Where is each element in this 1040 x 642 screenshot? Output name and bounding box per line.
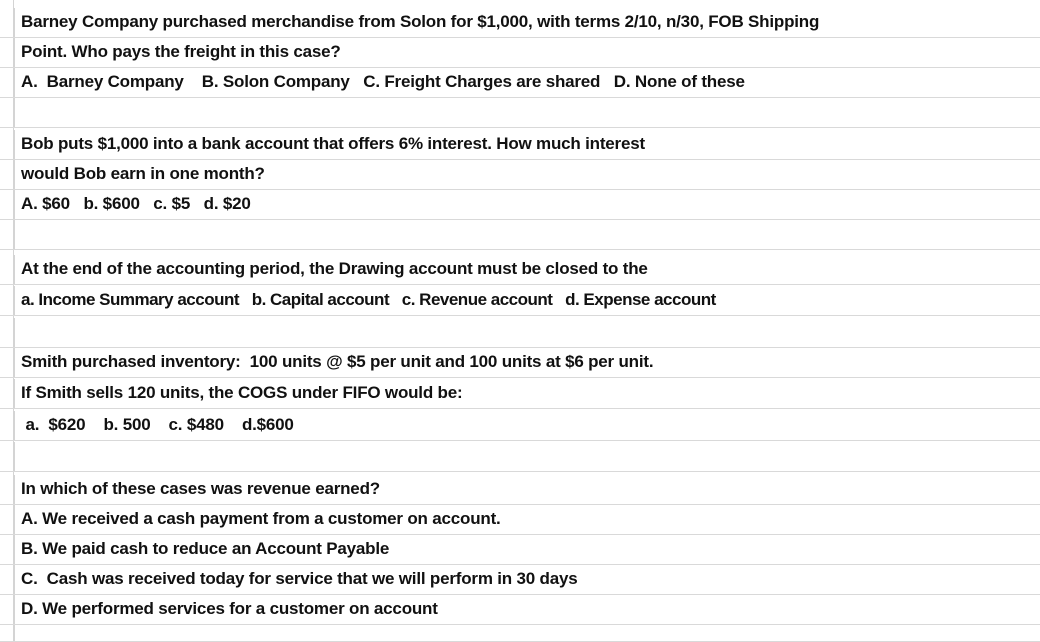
sheet-row[interactable]	[0, 286, 1040, 316]
cell-text: If Smith sells 120 units, the COGS under FIFO would be:	[21, 383, 463, 402]
sheet-row[interactable]	[0, 505, 1040, 535]
cell[interactable]	[14, 68, 1040, 97]
cell-text: a. Income Summary account b. Capital account c. Revenue account d. Expense account	[21, 290, 716, 309]
sheet-row[interactable]	[0, 379, 1040, 409]
cell[interactable]	[14, 411, 1040, 440]
sheet-row[interactable]	[0, 318, 1040, 348]
sheet-row[interactable]	[0, 220, 1040, 250]
sheet-row[interactable]	[0, 8, 1040, 38]
cell-text: In which of these cases was revenue earned?	[21, 479, 380, 498]
cell-text: would Bob earn in one month?	[21, 164, 265, 183]
sheet-row[interactable]	[0, 160, 1040, 190]
cell-text: a. $620 b. 500 c. $480 d.$600	[21, 415, 294, 434]
sheet-row[interactable]	[0, 535, 1040, 565]
cell-text: At the end of the accounting period, the Drawing account must be closed to the	[21, 259, 648, 278]
cell[interactable]	[14, 220, 1040, 249]
sheet-row[interactable]	[0, 38, 1040, 68]
cell-text: C. Cash was received today for service that we will perform in 30 days	[21, 569, 578, 588]
cell[interactable]	[14, 255, 1040, 284]
cell[interactable]	[14, 565, 1040, 594]
cell[interactable]	[14, 318, 1040, 347]
sheet-row[interactable]	[0, 348, 1040, 378]
cell[interactable]	[14, 286, 1040, 315]
sheet-row[interactable]	[0, 255, 1040, 285]
sheet-row[interactable]	[0, 411, 1040, 441]
sheet-row[interactable]	[0, 130, 1040, 160]
sheet-row[interactable]	[0, 565, 1040, 595]
cell[interactable]	[14, 625, 1040, 641]
cell-text: B. We paid cash to reduce an Account Payable	[21, 539, 390, 558]
cell-text: Bob puts $1,000 into a bank account that offers 6% interest. How much interest	[21, 134, 645, 153]
cell[interactable]	[14, 595, 1040, 624]
cell[interactable]	[14, 442, 1040, 471]
sheet-row[interactable]	[0, 190, 1040, 220]
cell[interactable]	[14, 348, 1040, 377]
cell[interactable]	[14, 160, 1040, 189]
cell-text: A. Barney Company B. Solon Company C. Freight Charges are shared D. None of these	[21, 72, 745, 91]
cell[interactable]	[14, 38, 1040, 67]
cell[interactable]	[14, 190, 1040, 219]
cell[interactable]	[14, 98, 1040, 127]
cell[interactable]	[14, 505, 1040, 534]
cell[interactable]	[14, 130, 1040, 159]
cell-text: D. We performed services for a customer on account	[21, 599, 438, 618]
cell-text: Barney Company purchased merchandise from Solon for $1,000, with terms 2/10, n/30, FOB Shipping	[21, 12, 820, 31]
sheet-row[interactable]	[0, 625, 1040, 642]
sheet-row[interactable]	[0, 595, 1040, 625]
cell-text: A. $60 b. $600 c. $5 d. $20	[21, 194, 251, 213]
cell[interactable]	[14, 379, 1040, 408]
cell-text: A. We received a cash payment from a customer on account.	[21, 509, 501, 528]
cell-text: Smith purchased inventory: 100 units @ $5 per unit and 100 units at $6 per unit.	[21, 352, 654, 371]
cell[interactable]	[14, 8, 1040, 37]
cell-text: Point. Who pays the freight in this case?	[21, 42, 341, 61]
sheet-row[interactable]	[0, 475, 1040, 505]
sheet-row[interactable]	[0, 442, 1040, 472]
sheet-row[interactable]	[0, 98, 1040, 128]
sheet-row[interactable]	[0, 68, 1040, 98]
cell[interactable]	[14, 475, 1040, 504]
cell[interactable]	[14, 535, 1040, 564]
